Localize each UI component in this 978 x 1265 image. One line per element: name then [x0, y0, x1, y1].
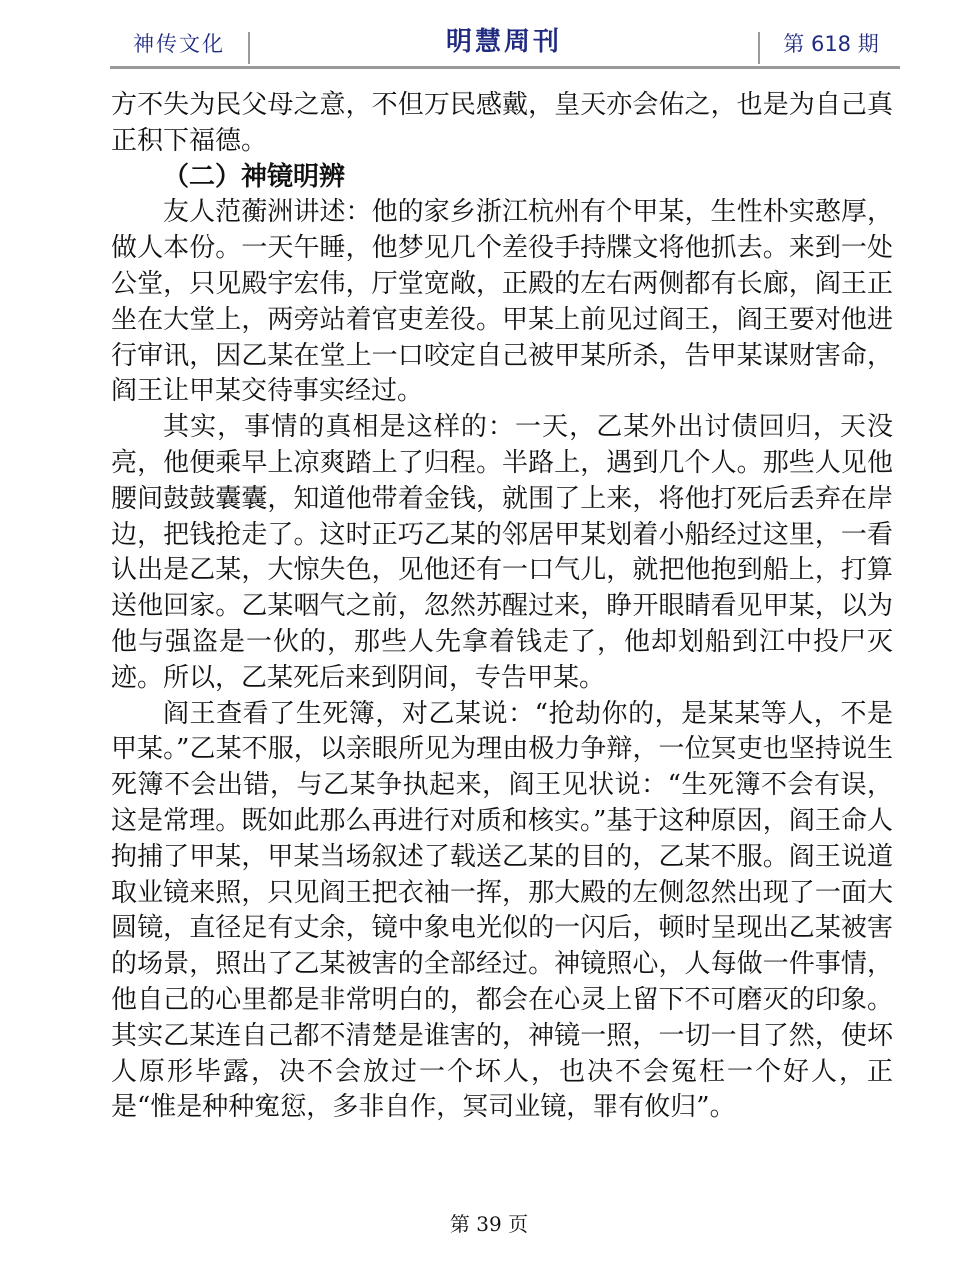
page-number: 第 39 页: [449, 1212, 529, 1236]
header-section-name: 神传文化: [133, 32, 225, 56]
paragraph-2: 其实，事情的真相是这样的：一天，乙某外出讨债回归，天没亮，他便乘早上凉爽踏上了归程。半路上，遇到几个人。那些人见他腰间鼓鼓囊囊，知道他带着金钱，就围了上来，将他打死后丢弃在岸边，把钱抢走了。这时正巧乙某的邻居甲某划着小船经过这里，一看认出是乙某，大惊失色，见他还有一口气儿，就把他抱到船上，打算送他回家。乙某咽气之前，忽然苏醒过来，睁开眼睛看见甲某，以为他与强盗是一伙的，那些人先拿着钱走了，他却划船到江中投尸灭迹。所以，乙某死后来到阴间，专告甲某。: [111, 412, 893, 693]
header-publication-title: 明慧周刊: [445, 27, 562, 57]
intro-paragraph: 方不失为民父母之意，不但万民感戴，皇天亦会佑之，也是为自己真正积下福德。: [111, 90, 893, 156]
paragraph-3: 阎王查看了生死簿，对乙某说：“抢劫你的，是某某等人，不是甲某。”乙某不服，以亲眼所见为理由极力争辩，一位冥吏也坚持说生死簿不会出错，与乙某争执起来，阎王见状说：“生死簿不会有误，这是常理。既如此那么再进行对质和核实。”基于这种原因，阎王命人拘捕了甲某，甲某当场叙述了载送乙某的目的，乙某不服。阎王说道取业镜来照，只见阎王把衣袖一挥，那大殿的左侧忽然出现了一面大圆镜，直径足有丈余，镜中象电光似的一闪后，顿时呈现出乙某被害的场景，照出了乙某被害的全部经过。神镜照心，人每做一件事情，他自己的心里都是非常明白的，都会在心灵上留下不可磨灭的印象。其实乙某连自己都不清楚是谁害的，神镜一照，一切一目了然，使坏人原形毕露，决不会放过一个坏人，也决不会冤枉一个好人，正是“惟是种种寃愆，多非自作，冥司业镜，罪有攸归”。: [111, 698, 893, 1123]
header-rule: [110, 66, 900, 69]
section-heading: （二）神镜明辨: [163, 161, 346, 192]
paragraph-1: 友人范蘅洲讲述：他的家乡浙江杭州有个甲某，生性朴实憨厚，做人本份。一天午睡，他梦见几个差役手持牒文将他抓去。来到一处公堂，只见殿宇宏伟，厅堂宽敞，正殿的左右两侧都有长廊，阎王正坐在大堂上，两旁站着官吏差役。甲某上前见过阎王，阎王要对他进行审讯，因乙某在堂上一口咬定自己被甲某所杀，告甲某谋财害命，阎王让甲某交待事实经过。: [111, 197, 893, 407]
header-divider-right: [758, 32, 760, 64]
header-issue-number: 第 618 期: [783, 32, 879, 56]
page-header: [110, 22, 900, 66]
article-body: [111, 88, 893, 1126]
